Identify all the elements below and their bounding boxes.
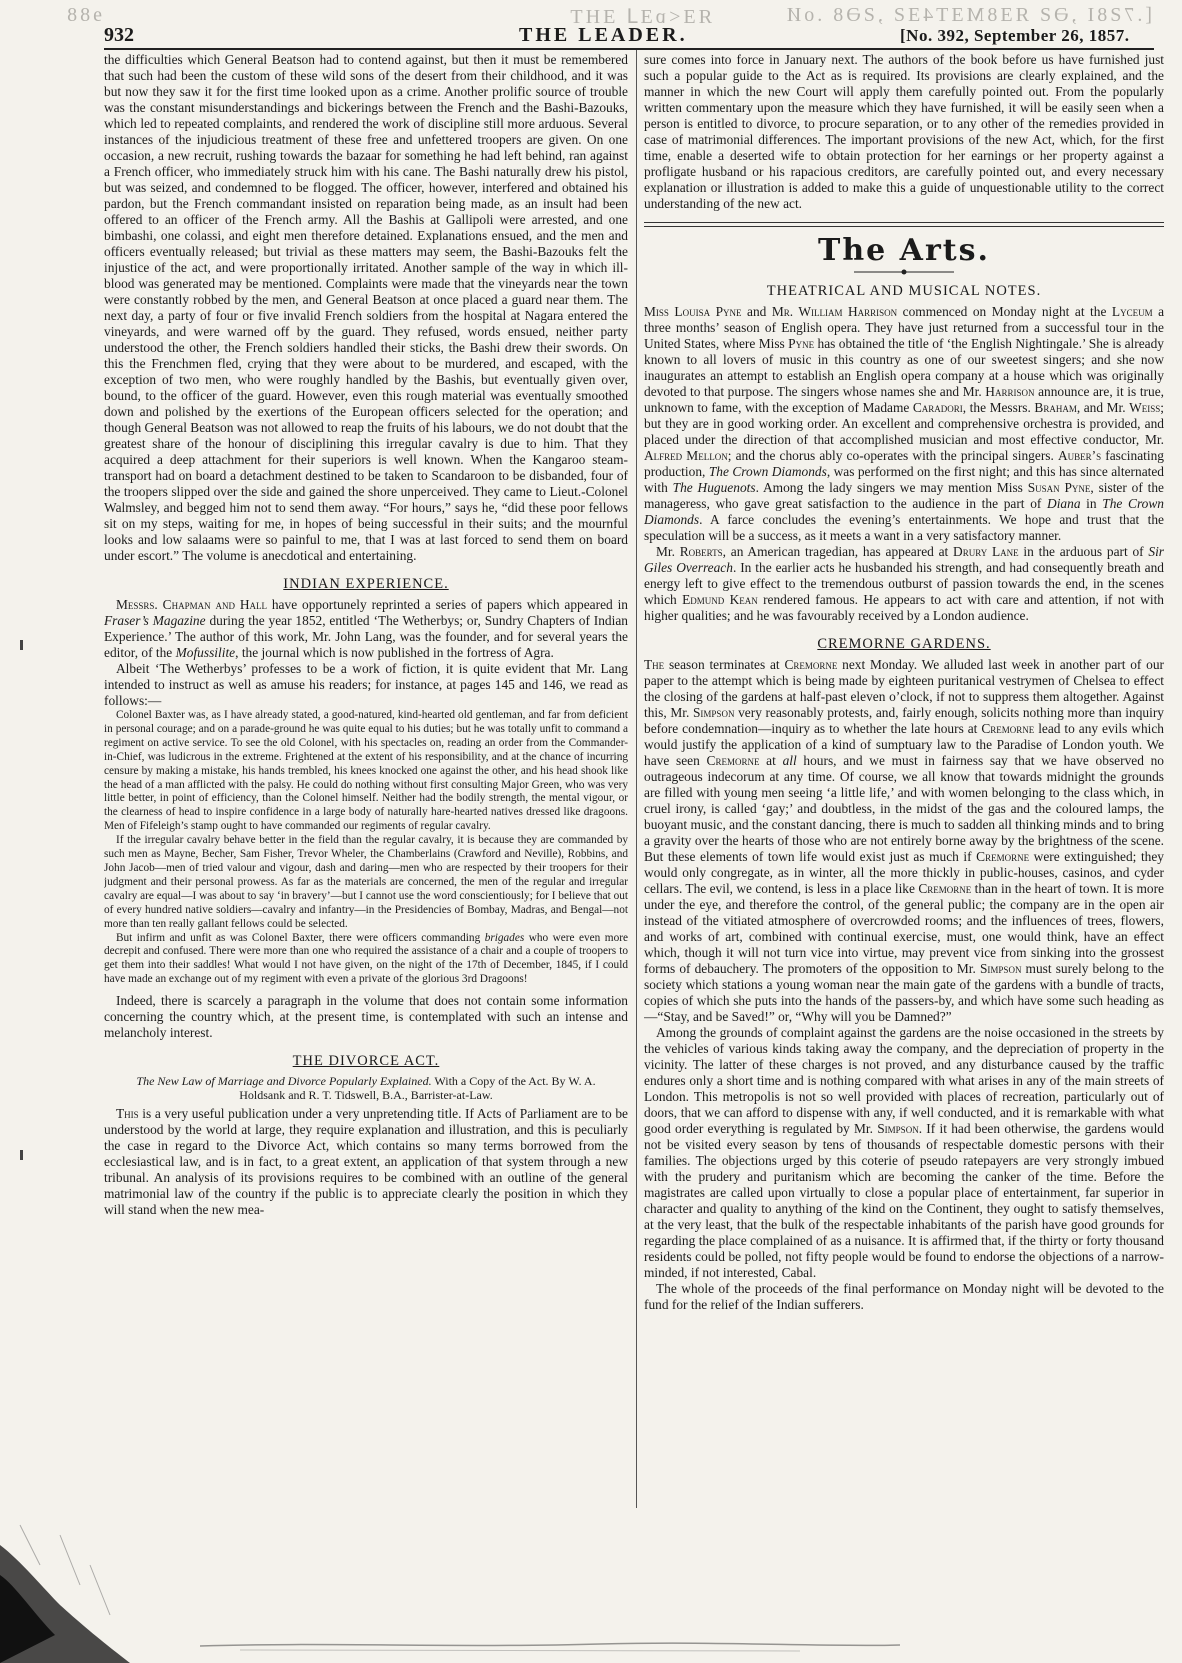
running-header [104,24,1154,50]
journal-title: Mofussilite [175,645,236,660]
person-name: Edmund Kean [682,592,758,607]
text-run: than in the heart of town. It is more under the eye, and therefore the control, of the general public; the company are in the open air instead of the vitiated atmosphere of overcrowded rooms; and the influences of trees, flowers, and works of art, combined with continual exercise, must, one would think, have an effect which, though it will not turn vice into virtue, may prevent vice from sinking into the grossest forms of debauchery. The promoters of the opposition to Mr. [644,881,1164,976]
person-name: Alfred Mellon [644,448,728,463]
text-run: But infirm and unfit as was Colonel Baxter, there were officers commanding [116,931,485,944]
ink-smudge-corner [0,1505,150,1663]
text-run: , the journal which is now published in the fortress of Agra. [235,645,554,660]
indian-paragraph-1 [104,597,628,661]
person-name: Simpson [877,1121,919,1136]
indian-paragraph-2: Albeit ‘The Wetherbys’ professes to be a work of fiction, it is quite evident that Mr. Lang intended to instruct as well as amuse his readers; for instance, at pages 145 and 146, we read as follows:— [104,661,628,708]
text-run: during the year 1852, entitled ‘The Wetherbys; or, Sundry Chapters of Indian Experience.’ The author of this work, Mr. John Lang, was the founder, and for several years the editor, of the [104,613,628,660]
text-run: . In the earlier acts he husbanded his strength, and had consequently breath and energy left to give effect to the tremendous outburst of passion towards the end, in the scenes which [644,560,1164,607]
person-name: Susan Pyne [1027,480,1091,495]
arts-heading: The Arts. [818,233,990,268]
book-citation [104,1074,628,1102]
text-run: announce are, it is true, unknown to fame, with the exception of Madame [644,384,1164,415]
text-run: who were even more decrepit and confused. There were more than one who required the assistance of a chair and a couple of troopers to get them into their saddles! What would I not have given, on the night of the 17th of December, 1845, if I could have made an exchange out of my regiment with even a private of the glorious 3rd Dragoons! [104,931,628,986]
margin-mark [20,1150,23,1160]
margin-mark [20,640,23,650]
venue-name: Lyceum [1111,304,1153,319]
section-heading-divorce-act: THE DIVORCE ACT. [292,1053,440,1070]
text-run: have opportunely reprinted a series of papers which appeared in [266,597,628,612]
text-run: lead to any evils which would justify the application of a kind of sumptuary law to the Paradise of London youth. We have seen [644,721,1164,768]
text-run: . A farce concludes the evening’s entertainments. We hope and trust that the speculation will be a success, as it meets a want in a very satisfactory manner. [644,512,1164,543]
text-run: very reasonably protests, and, fairly enough, solicits nothing more than inquiry before condemnation—inquiry as to whether the late hours at [644,705,1164,736]
ornament-flourish [644,264,1164,279]
theatre-paragraph-1 [644,304,1164,544]
text-run: ; but they are in good working order. An excellent and comprehensive orchestra is provided, and placed under the direction of that accomplished musician and most effective conductor, Mr. [644,400,1164,447]
text-run: , sister of the manageress, who gave great satisfaction to the audience in the part of [644,480,1164,511]
divorce-paragraph-continued: sure comes into force in January next. The authors of the book before us have furnished just such a popular guide to the Act as is required. Its provisions are clearly explained, and the manner in which the new Court will apply them carefully pointed out. From the popularly written commentary upon the measure which they have furnished, it will be easily seen when a person is entitled to divorce, to procure separation, or to any other of the remedies provided in case of matrimonial differences. The important provisions of the new Act, which, for the first time, enable a deserted wife to obtain protection for her earnings or her property against a profligate husband or his rapacious creditors, are carefully pointed out, and every necessary explanation or illustration is added to make this a guide of unquestionable utility to the correct understanding of the new act. [644,52,1164,211]
page-number: 932 [104,24,134,46]
opera-title: The Crown Diamonds [644,496,1164,527]
text-run: hours, and we must in fairness say that we have observed no outrageous indecorum at any time. Of course, we all know that towards midnight the grounds are filled with young men seeing ‘a little life,’ and with women belonging to the class which, in cruel irony, is called ‘gay;’ and doubtless, in the midst of the gas and the coloured lamps, the buoyant music, and the constant dancing, there is much to sadden all thinking minds and to bring a gravity over the hearts of those who are not entirely borne away by the brightness of the scene. But these elements of town life would exist just as much if [644,753,1164,864]
venue-name: Cremorne [706,753,760,768]
text-run: has obtained the title of ‘the English Nightingale.’ She is already known to all lovers of music in this country as one of our sweetest singers; and she now inaugurates an attempt to establish an English opera company at a house which was originally devoted to that purpose. The singers whose names she and Mr. [644,336,1164,399]
publisher-name: Messrs. Chapman and Hall [116,597,267,612]
right-column [644,52,1164,1512]
cremorne-paragraph-1 [644,657,1164,1025]
quote-paragraph-3 [104,932,628,988]
venue-name: Cremorne [784,657,838,672]
text-run: . If it had been otherwise, the gardens would not be visited every season by tens of thousands of respectable domestic persons with their families. The objections urged by this coterie of pseudo ratepayers are very strongly imbued with the prudery and puritanism which are becoming the canker of the time. Before the magistrates are called upon virtually to close a popular place of entertainment, far superior in character and quality to anything of the kind on the Continent, they ought to satisfy themselves, at the very least, that the bulk of the respectable inhabitants of the parish have good grounds for regarding the place complained of as a nuisance. It is affirmed that, if the thirty or forty thousand residents could be polled, not fifty people would be found to endorse the objections of a narrow-minded, if not interested, Cabal. [644,1121,1164,1280]
text-run: , an American tragedian, has appeared at [722,544,954,559]
person-name: Pyne [788,336,815,351]
mirror-left-text: ɘ88 [64,4,102,26]
text-run: . Among the lady singers we may mention Miss [755,480,1028,495]
emphasis: all [782,753,797,768]
quote-paragraph-1: Colonel Baxter was, as I have already stated, a good-natured, kind-hearted old gentleman, and far from deficient in personal courage; and on a parade-ground he was quite equal to his duties; but he was totally unfit to command a regiment on active service. To see the old Colonel, with his spectacles on, reading an order from the Commander-in-Chief, was ludicrous in the extreme. Frightened at the extent of his responsibility, and at the chance of incurring censure by making a mistake, his hands trembled, his knees knocked one against the other, and his head shook like the head of a man afflicted with the palsy. He could do nothing without first consulting Major Green, who was very little better, in point of efficiency, than the Colonel himself. Neither had the bodily strength, the mental vigour, or the clearness of head to inspire confidence in a large body of naturally hare-hearted natives dressed like dragoons. Men of Fifeleigh’s stamp ought to have commanded our regiments of regular cavalry. [104,709,628,833]
book-authors: With a Copy of the Act. By W. A. Holdsank and R. T. Tidswell, B.A., Barrister-at-Law. [239,1074,596,1103]
bottom-scuff-mark [200,1632,900,1656]
text-run: , was performed on the first night; and this has since alternated with [644,464,1164,495]
person-name: Simpson [979,961,1022,976]
role-name: Sir Giles Overreach [644,544,1164,575]
person-name: Caradori [912,400,963,415]
text-run: a three months’ season of English opera. They have just returned from a successful tour in the United States, where Miss [644,304,1164,351]
book-title: The New Law of Marriage and Divorce Popularly Explained. [136,1074,432,1089]
person-name: Braham [1034,400,1077,415]
text-run: in [1080,496,1103,511]
venue-name: Cremorne [981,721,1035,736]
emphasis: brigades [484,931,525,944]
mirror-right-text: [.7Ƨ8I ,ƏƧ ЯƎ8MƎT4ƎƧ ,ƧƏ8 .oИ [783,4,1152,26]
double-rule [644,222,1164,227]
column-divider [636,50,637,1508]
section-heading-theatrical: THEATRICAL AND MUSICAL NOTES. [766,283,1042,299]
bashi-bazouk-review-end: the difficulties which General Beatson had to contend against, but then it must be remembered that such had been the custom of these wild sons of the desert from their childhood, and it was but now they saw it for the first time looked upon as a crime. Another prolific source of trouble was the constant misunderstandings and bickerings between the French and the Bashi-Bazouks, which led to repeated complaints, and rendered the work of discipline still more arduous. Several instances of the injudicious treatment of these free and unfettered troopers are given. On one occasion, a new recruit, rushing towards the bazaar for something he had left behind, ran against a French officer, who immediately struck him with his cane. The Bashi naturally drew his pistol, but was seized, and condemned to be flogged. The officer, however, interfered and obtained his pardon, but the French commandant insisted on reparation being made, as an insult had been offered to an officer of the French army. All the Bashis at Gallipoli were arrested, and one bimbashi, one colassi, and eight men therefore detained. Explanations ensued, and the men and officers eventually released; but trivial as these matters may seem, the Bashi-Bazouks felt the injustice of the act, and were proportionally irritated. Another sample of the way in which ill-blood was generated may be mentioned. Complaints were made that the vineyards near the town were constantly robbed by the men, and General Beatson at once placed a guard near them. The next day, a party of four or five invalid French soldiers from the hospital at Nagara entered the vineyards, and were warned off by the guard. They refused, words ensued, neither party understood the other, the French soldiers handled their sticks, the Bashi drew their swords. On this the Frenchmen fled, crying that they were about to be murdered, and escaped, with the exception of two men, who were roughly handled by the Bashis, but eventually given over, bound, to the officer of the guard. However, even this rough material was eventually smoothed down and polished by the exertions of the European officers selected for the operation; and though General Beatson was not allowed to reap the fruits of his labours, we do not doubt that the greatest share of the honour of disciplining this irregular cavalry is due to him. That they acquired a deep attachment for their superiors is well known. When the Kangaroo steam-transport had on board a detachment destined to be taken to Scandaroon to be disbanded, four of the troopers slipped over the side and gained the shore unperceived. They came to Lieut.-Colonel Walmsley, and begged him not to send them away. “For hours,” says he, “did these poor fellows sit on my steps, waiting for me, in hopes of being successful in their suits; and the mournful looks and low salaams were so painful to me, that I was at last forced to send them on board under escort.” The volume is anecdotical and entertaining. [104,52,628,563]
theatre-paragraph-2 [644,544,1164,624]
text-run: , the Messrs. [962,400,1035,415]
text-run: were extinguished; they would only congregate, as in winter, all the more thickly in public-houses, casinos, and cyder cellars. The evil, we contend, is less in a place like [644,849,1164,896]
venue-name: Cremorne [976,849,1030,864]
role-name: Diana [1047,496,1081,511]
person-name: Roberts [679,544,723,559]
text-run: ; and the chorus ably co-operates with the principal singers. [727,448,1058,463]
indian-paragraph-3: Indeed, there is scarcely a paragraph in the volume that does not contain some information concerning the country which, at the present time, is contemplated with such an intense and melancholy interest. [104,993,628,1041]
text-run: next Monday. We alluded last week in another part of our paper to the attempt which is being made by eighteen puritanical vestrymen of Chelsea to effect the closing of the gardens at half-past eleven o’clock, if not to suppress them altogether. Against this, Mr. [644,657,1164,720]
left-column [104,52,628,1512]
mirror-mid-text: ЯƎ<ɒƎ⅃ ƎHT [567,6,712,26]
text-run: , and Mr. [1076,400,1130,415]
lead-word: This [116,1106,139,1122]
person-name: Mr. William Harrison [771,304,898,319]
text-run: is a very useful publication under a very unpretending title. If Acts of Parliament are to be understood by the world at large, they require explanation and illustration, and this is peculiarly the case in regard to the Divorce Act, which contains so many terms borrowed from the ecclesiastical law, and is in fact, to a great extent, an application of that system through a new tribunal. An analysis of its provisions requires to be combined with an outline of the general matrimonial law of the country if the public is to appreciate clearly the position in which they will stand when the new mea- [104,1106,628,1218]
person-name: Weiss [1129,400,1161,415]
text-run: at [759,753,783,768]
venue-name: Drury Lane [953,544,1019,559]
issue-info: [No. 392, September 26, 1857. [900,26,1130,45]
cremorne-paragraph-2 [644,1025,1164,1281]
text-run: Mr. [656,544,680,559]
show-through-mirrored-header [0,4,1182,26]
opera-title: The Crown Diamonds [708,464,827,479]
lead-word: The [644,657,665,672]
person-name: Auber’s [1057,448,1102,463]
section-heading-indian-experience: INDIAN EXPERIENCE. [283,576,449,592]
divorce-paragraph-1 [104,1106,628,1218]
text-run: Among the grounds of complaint against the gardens are the noise occasioned in the streets by the vehicles of various kinds taking away the company, and the depreciation of property in the vicinity. The latter of these charges is not proved, and any disturbance caused by the traffic endures only a short time and is nothing compared with what arises in any of the main streets of London. This metropolis is not so well provided with places of recreation, particularly out of doors, that we can afford to dispense with any, if well conducted, and it is remarkable with what good order everything is regulated by Mr. [644,1025,1164,1136]
text-run: season terminates at [664,657,785,672]
person-name: Miss Louisa Pyne [644,304,742,319]
magazine-title: Fraser’s Magazine [104,613,206,628]
quote-paragraph-2: If the irregular cavalry behave better in the field than the regular cavalry, it is because they are commanded by such men as Mayne, Becher, Sam Fisher, Trevor Wheler, the Chamberlains (Crawford and Neville), Robbins, and John Jacob—men of tried valour and vigour, dash and daring—men who are respected by their troopers for their judgment and their personal prowess. As far as the materials are concerned, the men of the regular and irregular cavalry are equal—I was about to say ‘in bravery’—but I cannot use the word conscientiously; for I believe that out of every hundred native soldiers—cavalry and infantry—in the Presidencies of Bombay, Madras, and Bengal—not more than ten really gallant fellows could be selected. [104,834,628,930]
flourish-icon [844,267,964,277]
cremorne-paragraph-3: The whole of the proceeds of the final performance on Monday night will be devoted to the fund for the relief of the Indian sufferers. [644,1281,1164,1312]
venue-name: Cremorne [918,881,972,896]
text-run: rendered famous. He appears to act with care and attention, if not with higher qualities; and he was favourably received by a London audience. [644,592,1164,623]
person-name: Harrison [985,384,1035,399]
text-run: and [741,304,772,319]
person-name: Simpson [692,705,735,720]
section-heading-cremorne: CREMORNE GARDENS. [817,636,991,652]
text-run: fascinating production, [644,448,1164,479]
opera-title: The Huguenots [672,480,756,495]
paper-title: THE LEADER. [519,24,688,46]
text-run: must surely belong to the society which stations a young woman near the main gate of the gardens with a bundle of tracts, copies of which she puts into the hands of the passers-by, and which have some such heading as—“Stay, and be Saved!” or, “Why will you be Damned?” [644,961,1164,1024]
text-run: in the arduous part of [1018,544,1149,559]
text-run: commenced on Monday night at the [897,304,1112,319]
